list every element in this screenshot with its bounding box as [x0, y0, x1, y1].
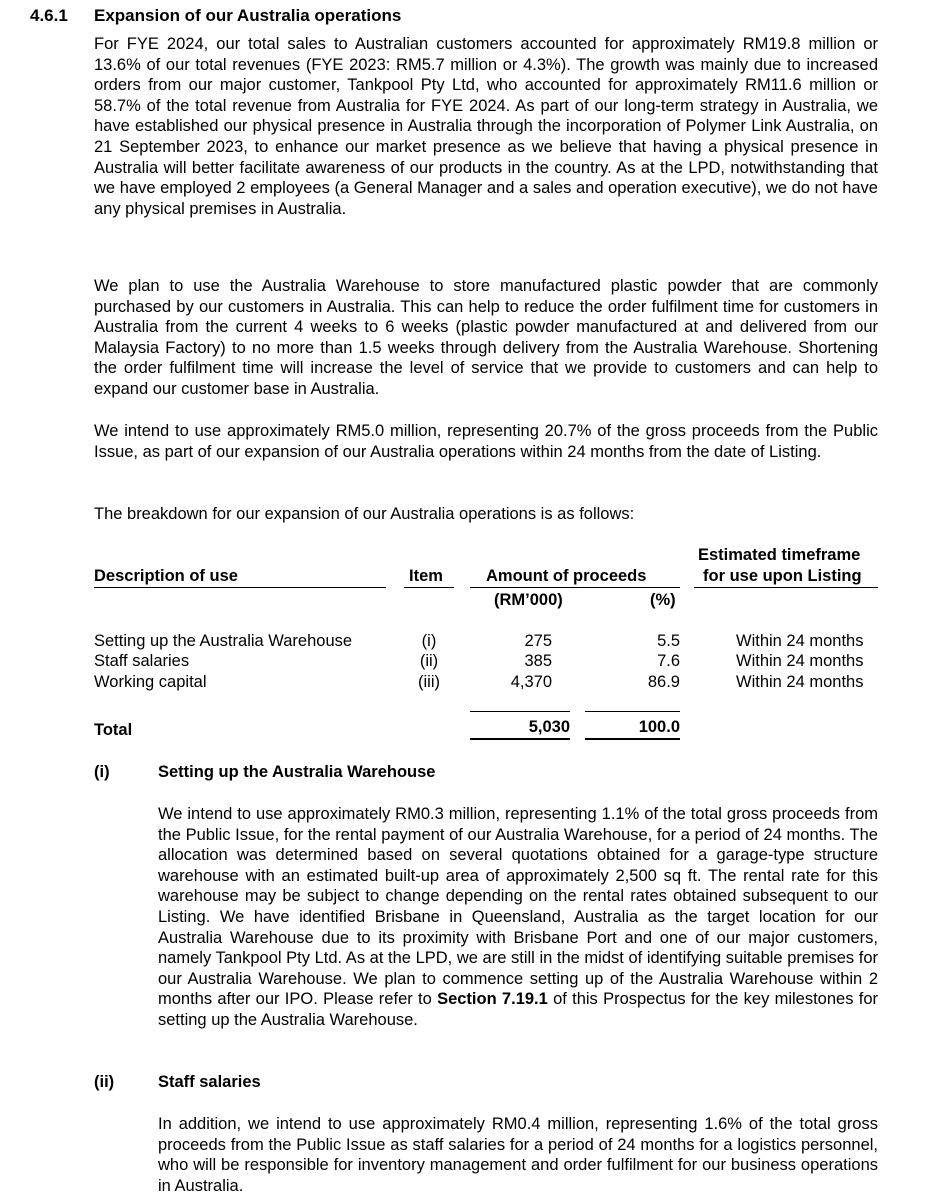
- paragraph-text: of this Prospectus for the key milestones for setting up the Australia Warehouse.: [158, 990, 878, 1029]
- paragraph-australian-sales: For FYE 2024, our total sales to Australian customers accounted for approximately RM19.8 million or 13.6% of our total revenues (FYE 2023: RM5.7 million or 4.3%). The growth was mainly due to increased orders from our major customer, Tankpool Pty Ltd, who accounted for approximately RM11.6 million or 58.7% of the total revenue from Australia for FYE 2024. As part of our long-term strategy in Australia, we have established our physical presence in Australia through the incorporation of Polymer Link Australia, on 21 September 2023, to enhance our market presence as we believe that having a physical presence in Australia will better facilitate awareness of our products in the country. As at the LPD, notwithstanding that we have employed 2 employees (a General Manager and a sales and operation executive), we do not have any physical premises in Australia.: [94, 35, 878, 218]
- paragraph-breakdown-intro: The breakdown for our expansion of our Australia operations is as follows:: [94, 505, 635, 523]
- subsection-number: (i): [94, 763, 110, 781]
- header-item-underline: [404, 587, 454, 588]
- row-item: (ii): [419, 652, 439, 670]
- row-timeframe: Within 24 months: [736, 632, 864, 650]
- paragraph-warehouse-plan: We plan to use the Australia Warehouse to store manufactured plastic powder that are commonly purchased by our customers in Australia. This can help to reduce the order fulfilment time for customers in Australia from the current 4 weeks to 6 weeks (plastic powder manufactured at and delivered from our Malaysia Factory) to no more than 1.5 weeks through delivery from the Australia Warehouse. Shortening the order fulfilment time will increase the level of service that we provide to customers and can help to expand our customer base in Australia.: [94, 277, 878, 398]
- section-reference-link: Section 7.19.1: [437, 990, 548, 1009]
- subsection-title: Setting up the Australia Warehouse: [158, 763, 436, 781]
- header-amount-underline: [470, 587, 680, 588]
- header-description-underline: [94, 587, 386, 588]
- header-timeframe-line2: for use upon Listing: [703, 567, 862, 585]
- total-pct-bottom-rule: [585, 738, 680, 740]
- row-amount-pct: 5.5: [657, 632, 680, 650]
- section-number: 4.6.1: [30, 6, 68, 25]
- total-label: Total: [94, 721, 133, 739]
- row-amount-pct: 7.6: [657, 652, 680, 670]
- paragraph-text: We intend to use approximately RM0.3 million, representing 1.1% of the total gross proceeds from the Public Issue, for the rental payment of our Australia Warehouse, for a period of 24 months. The allocation was determined based on several quotations obtained for a garage-type structure warehouse with an estimated built-up area of approximately 2,500 sq ft. The rental rate for this warehouse may be subject to change depending on the rental rates obtained subsequent to our Listing. We have identified Brisbane in Queensland, Australia as the target location for our Australia Warehouse due to its proximity with Brisbane Port and one of our major customers, namely Tankpool Pty Ltd. As at the LPD, we are still in the midst of identifying suitable premises for our Australia Warehouse. We plan to commence setting up of the Australia Warehouse within 2 months after our IPO. Please refer to: [158, 805, 878, 1009]
- header-amount: Amount of proceeds: [486, 567, 647, 585]
- subsection-title: Staff salaries: [158, 1073, 261, 1091]
- subsection-paragraph-warehouse: [158, 804, 878, 1031]
- row-amount-pct: 86.9: [647, 673, 680, 691]
- subsection-number: (ii): [94, 1073, 115, 1091]
- total-pct-top-rule: [585, 711, 680, 712]
- paragraph-proceeds-intent: We intend to use approximately RM5.0 million, representing 20.7% of the gross proceeds from the Public Issue, as part of our expansion of our Australia operations within 24 months from the date of Listing.: [94, 422, 878, 461]
- header-description: Description of use: [94, 567, 238, 585]
- header-pct: (%): [650, 591, 676, 609]
- header-rm: (RM’000): [494, 591, 563, 609]
- subsection-paragraph-salaries: In addition, we intend to use approximately RM0.4 million, representing 1.6% of the total gross proceeds from the Public Issue as staff salaries for a period of 24 months for a logistics personnel, who will be responsible for inventory management and order fulfilment for our business operations in Australia.: [158, 1115, 878, 1195]
- row-amount-rm: 385: [524, 652, 552, 670]
- total-rm-top-rule: [470, 711, 570, 712]
- total-amount-pct: 100.0: [638, 718, 680, 736]
- header-timeframe-line1: Estimated timeframe: [698, 546, 861, 564]
- row-description: Staff salaries: [94, 652, 190, 670]
- row-description: Working capital: [94, 673, 207, 691]
- total-amount-rm: 5,030: [528, 718, 570, 736]
- row-item: (i): [421, 632, 437, 650]
- header-item: Item: [409, 567, 443, 585]
- header-timeframe-underline: [694, 587, 878, 588]
- row-amount-rm: 4,370: [510, 673, 552, 691]
- row-item: (iii): [418, 673, 440, 691]
- row-timeframe: Within 24 months: [736, 673, 864, 691]
- total-rm-bottom-rule: [470, 738, 570, 740]
- section-title: Expansion of our Australia operations: [94, 6, 402, 25]
- row-description: Setting up the Australia Warehouse: [94, 632, 353, 650]
- row-amount-rm: 275: [524, 632, 552, 650]
- row-timeframe: Within 24 months: [736, 652, 864, 670]
